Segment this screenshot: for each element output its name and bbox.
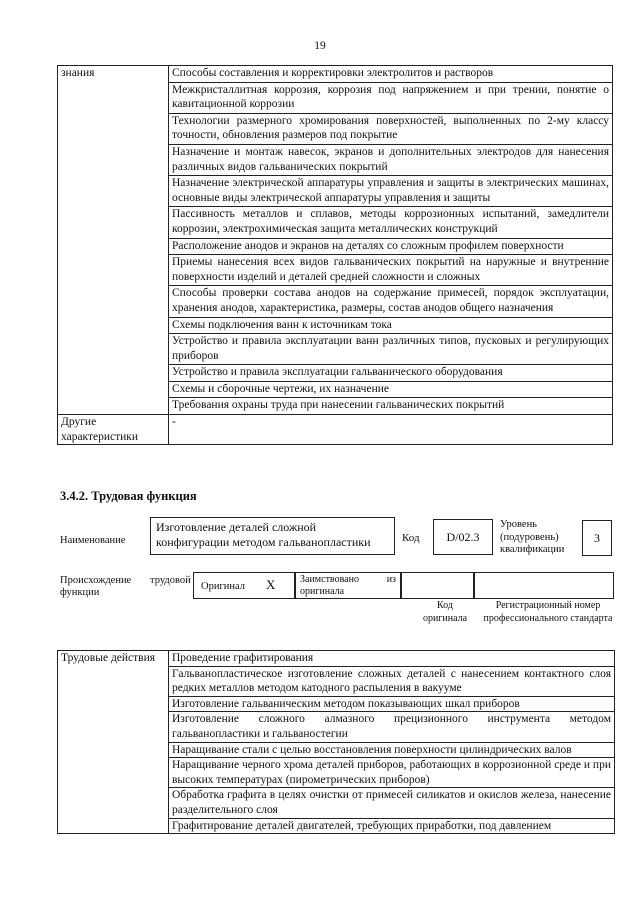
other-characteristics-label: Другие характеристики	[58, 415, 169, 445]
borrowed-label: Заимствовано из оригинала	[300, 574, 396, 597]
knowledge-item: Назначение электрической аппаратуры управления и защиты в электрических машинах, основные виды электрической аппаратуры управления и защиты	[169, 176, 613, 207]
knowledge-item: Схемы и сборочные чертежи, их назначение	[169, 381, 613, 398]
labor-action-item: Гальванопластическое изготовление сложных деталей с нанесением контактного слоя редких металлов методом катодного распыления в вакууме	[169, 666, 615, 696]
table-row	[58, 415, 613, 445]
labor-action-item: Изготовление гальваническим методом показывающих шкал приборов	[169, 696, 615, 712]
section-title: 3.4.2. Трудовая функция	[60, 489, 197, 503]
table-row	[58, 66, 613, 83]
labor-actions-table	[57, 650, 615, 834]
function-name-box	[150, 517, 395, 555]
knowledge-item: Способы проверки состава анодов на содержание примесей, порядок эксплуатации, хранения анодов, характеристика, размеры, состав анодов общего назначения	[169, 286, 613, 317]
level-value: 3	[594, 531, 600, 545]
knowledge-item: Схемы подключения ванн к источникам тока	[169, 317, 613, 334]
code-box	[433, 519, 493, 555]
labor-actions-label: Трудовые действия	[58, 651, 169, 834]
knowledge-item: Требования охраны труда при нанесении гальванических покрытий	[169, 398, 613, 415]
origin-label: Происхождение	[60, 575, 132, 586]
labor-action-item: Наращивание стали с целью восстановления поверхности цилиндрических валов	[169, 742, 615, 758]
knowledge-item: Устройство и правила эксплуатации ванн различных типов, пусковых и регулирующих приборов	[169, 334, 613, 365]
labor-action-item: Графитирование деталей двигателей, требующих приработки, под давлением	[169, 818, 615, 834]
table-row	[58, 651, 615, 667]
knowledge-item: Назначение и монтаж навесок, экранов и дополнительных электродов для нанесения различных видов гальванических покрытий	[169, 144, 613, 175]
labor-action-item: Обработка графита в целях очистки от примесей силикатов и окислов железа, нанесение разделительного слоя	[169, 788, 615, 818]
other-characteristics-value: -	[169, 415, 613, 445]
knowledge-item: Расположение анодов и экранов на деталях со сложным профилем поверхности	[169, 238, 613, 255]
origin-label-3: функции	[60, 587, 100, 598]
original-label: Оригинал	[201, 581, 245, 592]
labor-action-item: Изготовление сложного алмазного прецизионного инструмента методом гальванопластики и гальваностегии	[169, 712, 615, 742]
knowledge-item: Приемы нанесения всех видов гальванических покрытий на наружные и внутренние поверхности изделий и деталей средней сложности и сложных	[169, 255, 613, 286]
knowledge-item: Устройство и правила эксплуатации гальванического оборудования	[169, 365, 613, 382]
code-label: Код	[402, 532, 420, 544]
knowledge-table	[57, 65, 613, 445]
registration-number-caption: Регистрационный номер профессионального стандарта	[483, 600, 613, 624]
registration-number-cell	[474, 572, 614, 599]
page-number: 19	[314, 40, 326, 52]
borrowed-cell	[295, 572, 401, 599]
original-code-cell	[401, 572, 474, 599]
knowledge-item: Пассивность металлов и сплавов, методы коррозионных испытаний, замедлители коррозии, электрохимическая защита металлических конструкций	[169, 207, 613, 238]
name-label: Наименование	[60, 535, 126, 546]
original-code-caption: Код оригинала	[422, 600, 468, 624]
origin-label-2: трудовой	[150, 575, 191, 586]
knowledge-item: Технологии размерного хромирования поверхностей, выполненных по 2-му классу точности, обновления размеров под покрытие	[169, 113, 613, 144]
labor-action-item: Проведение графитирования	[169, 651, 615, 667]
original-mark: X	[266, 577, 276, 592]
knowledge-label: знания	[58, 66, 169, 415]
knowledge-item: Способы составления и корректировки электролитов и растворов	[169, 66, 613, 83]
labor-action-item: Наращивание черного хрома деталей приборов, работающих в коррозионной среде и при высоких температурах (пирометрических приборов)	[169, 758, 615, 788]
knowledge-item: Межкристаллитная коррозия, коррозия под напряжением и при трении, понятие о кавитационной коррозии	[169, 82, 613, 113]
level-box	[582, 520, 612, 556]
code-value: D/02.3	[446, 530, 480, 544]
original-cell	[193, 572, 295, 599]
level-label: Уровень (подуровень) квалификации	[500, 519, 565, 555]
function-name-value: Изготовление деталей сложной конфигурации методом гальванопластики	[156, 520, 371, 549]
